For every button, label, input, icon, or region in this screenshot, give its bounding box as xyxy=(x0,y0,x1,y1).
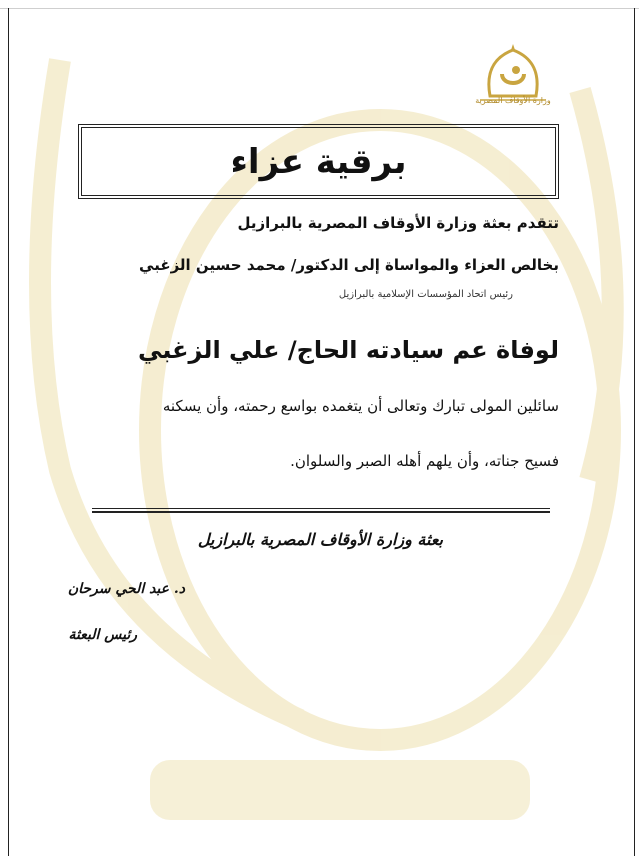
page-title: برقية عزاء xyxy=(230,141,407,182)
body-line-6: فسيح جناته، وأن يلهم أهله الصبر والسلوان. xyxy=(290,452,559,470)
divider xyxy=(92,508,550,513)
signature-role: رئيس البعثة xyxy=(68,627,137,643)
signature-organization: بعثة وزارة الأوقاف المصرية بالبرازيل xyxy=(197,530,443,549)
body-line-1: تتقدم بعثة وزارة الأوقاف المصرية بالبرازيل xyxy=(237,214,559,232)
body-line-5: سائلين المولى تبارك وتعالى أن يتغمده بواسع رحمته، وأن يسكنه xyxy=(162,397,559,415)
title-box xyxy=(78,124,559,199)
ministry-logo xyxy=(472,40,554,124)
signature-name: د. عبد الحي سرحان xyxy=(67,581,185,597)
body-line-2: بخالص العزاء والمواساة إلى الدكتور/ محمد حسين الزغبي xyxy=(139,256,559,274)
body-line-3: رئيس اتحاد المؤسسات الإسلامية بالبرازيل xyxy=(338,289,513,300)
body-line-4: لوفاة عم سيادته الحاج/ علي الزغبي xyxy=(138,336,559,364)
logo-caption: وزارة الأوقاف المصرية xyxy=(475,96,551,105)
